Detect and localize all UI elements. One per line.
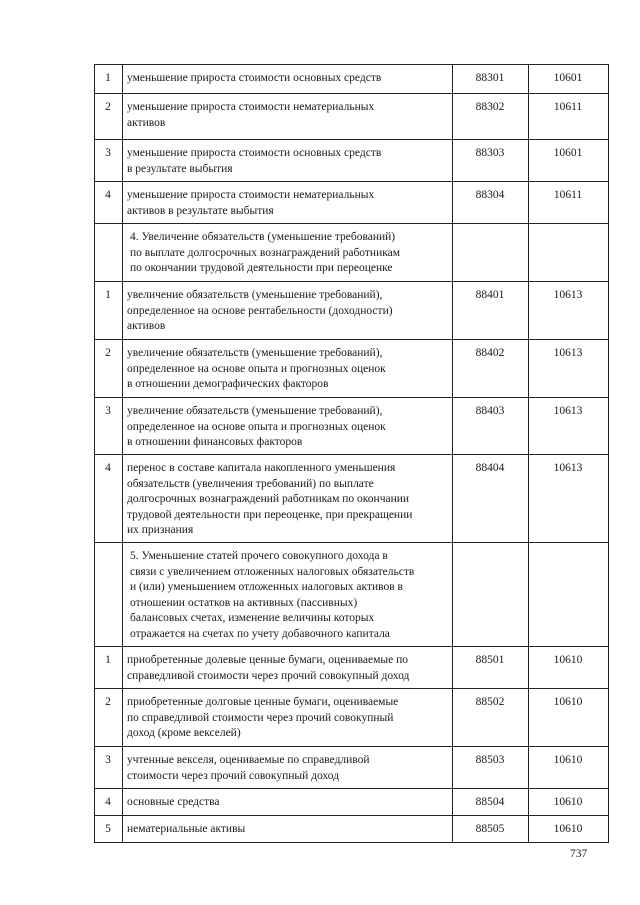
symbol-code: 10601: [529, 65, 609, 94]
table-row: [95, 747, 609, 789]
row-description: приобретенные долговые ценные бумаги, оцениваемые по справедливой стоимости через прочий совокупный доход (кроме векселей): [123, 689, 453, 747]
row-description: приобретенные долевые ценные бумаги, оцениваемые по справедливой стоимости через прочий совокупный доход: [123, 647, 453, 689]
symbol-code: 10610: [529, 747, 609, 789]
account-code: [453, 224, 529, 282]
account-code: 88304: [453, 182, 529, 224]
row-description: уменьшение прироста стоимости основных средств в результате выбытия: [123, 140, 453, 182]
account-code: 88302: [453, 94, 529, 140]
row-description: уменьшение прироста стоимости основных средств: [123, 65, 453, 94]
table-row: [95, 455, 609, 543]
symbol-code: 10610: [529, 689, 609, 747]
row-description: увеличение обязательств (уменьшение требований), определенное на основе рентабельности (доходности) активов: [123, 282, 453, 340]
row-number: 4: [95, 789, 123, 816]
row-number: 4: [95, 455, 123, 543]
row-description: увеличение обязательств (уменьшение требований), определенное на основе опыта и прогнозных оценок в отношении финансовых факторов: [123, 398, 453, 455]
symbol-code: 10611: [529, 94, 609, 140]
row-number: 5: [95, 816, 123, 843]
row-number: 1: [95, 282, 123, 340]
account-code: 88505: [453, 816, 529, 843]
row-description: перенос в составе капитала накопленного уменьшения обязательств (увеличения требований) по выплате долгосрочных вознаграждений работникам по окончании трудовой деятельности при переоценке, при прекращении их признания: [123, 455, 453, 543]
section-heading: 5. Уменьшение статей прочего совокупного дохода в связи с увеличением отложенных налоговых обязательств и (или) уменьшением отложенных налоговых активов в отношении остатков на активных (пассивных) балансовых счетах, изменение величины которых отражается на счетах по учету добавочного капитала: [123, 543, 453, 647]
table-row: [95, 816, 609, 843]
account-code: 88502: [453, 689, 529, 747]
symbol-code: [529, 543, 609, 647]
section-heading-row: [95, 543, 609, 647]
table-row: [95, 282, 609, 340]
symbol-code: 10613: [529, 455, 609, 543]
section-heading-row: [95, 224, 609, 282]
row-number: 3: [95, 747, 123, 789]
row-number: 4: [95, 182, 123, 224]
accounts-table: [94, 64, 609, 843]
section-heading: 4. Увеличение обязательств (уменьшение требований) по выплате долгосрочных вознаграждений работникам по окончании трудовой деятельности при переоценке: [123, 224, 453, 282]
table-row: [95, 94, 609, 140]
symbol-code: 10613: [529, 340, 609, 398]
row-description: учтенные векселя, оцениваемые по справедливой стоимости через прочий совокупный доход: [123, 747, 453, 789]
table-row: [95, 340, 609, 398]
account-code: 88403: [453, 398, 529, 455]
row-number: 2: [95, 689, 123, 747]
row-description: увеличение обязательств (уменьшение требований), определенное на основе опыта и прогнозных оценок в отношении демографических факторов: [123, 340, 453, 398]
symbol-code: 10601: [529, 140, 609, 182]
table-row: [95, 398, 609, 455]
row-number: [95, 543, 123, 647]
table-row: [95, 789, 609, 816]
row-description: уменьшение прироста стоимости нематериальных активов: [123, 94, 453, 140]
row-number: [95, 224, 123, 282]
table-row: [95, 689, 609, 747]
account-code: 88402: [453, 340, 529, 398]
page-number: 737: [570, 848, 588, 860]
account-code: [453, 543, 529, 647]
account-code: 88303: [453, 140, 529, 182]
row-description: уменьшение прироста стоимости нематериальных активов в результате выбытия: [123, 182, 453, 224]
row-number: 1: [95, 65, 123, 94]
table-row: [95, 647, 609, 689]
symbol-code: 10610: [529, 816, 609, 843]
account-code: 88503: [453, 747, 529, 789]
row-number: 3: [95, 140, 123, 182]
row-number: 2: [95, 94, 123, 140]
symbol-code: 10610: [529, 647, 609, 689]
row-number: 2: [95, 340, 123, 398]
symbol-code: 10613: [529, 398, 609, 455]
symbol-code: [529, 224, 609, 282]
account-code: 88504: [453, 789, 529, 816]
symbol-code: 10613: [529, 282, 609, 340]
row-description: основные средства: [123, 789, 453, 816]
account-code: 88404: [453, 455, 529, 543]
row-description: нематериальные активы: [123, 816, 453, 843]
table-row: [95, 182, 609, 224]
table-row: [95, 140, 609, 182]
table-row: [95, 65, 609, 94]
row-number: 3: [95, 398, 123, 455]
symbol-code: 10611: [529, 182, 609, 224]
account-code: 88301: [453, 65, 529, 94]
account-code: 88401: [453, 282, 529, 340]
account-code: 88501: [453, 647, 529, 689]
row-number: 1: [95, 647, 123, 689]
symbol-code: 10610: [529, 789, 609, 816]
